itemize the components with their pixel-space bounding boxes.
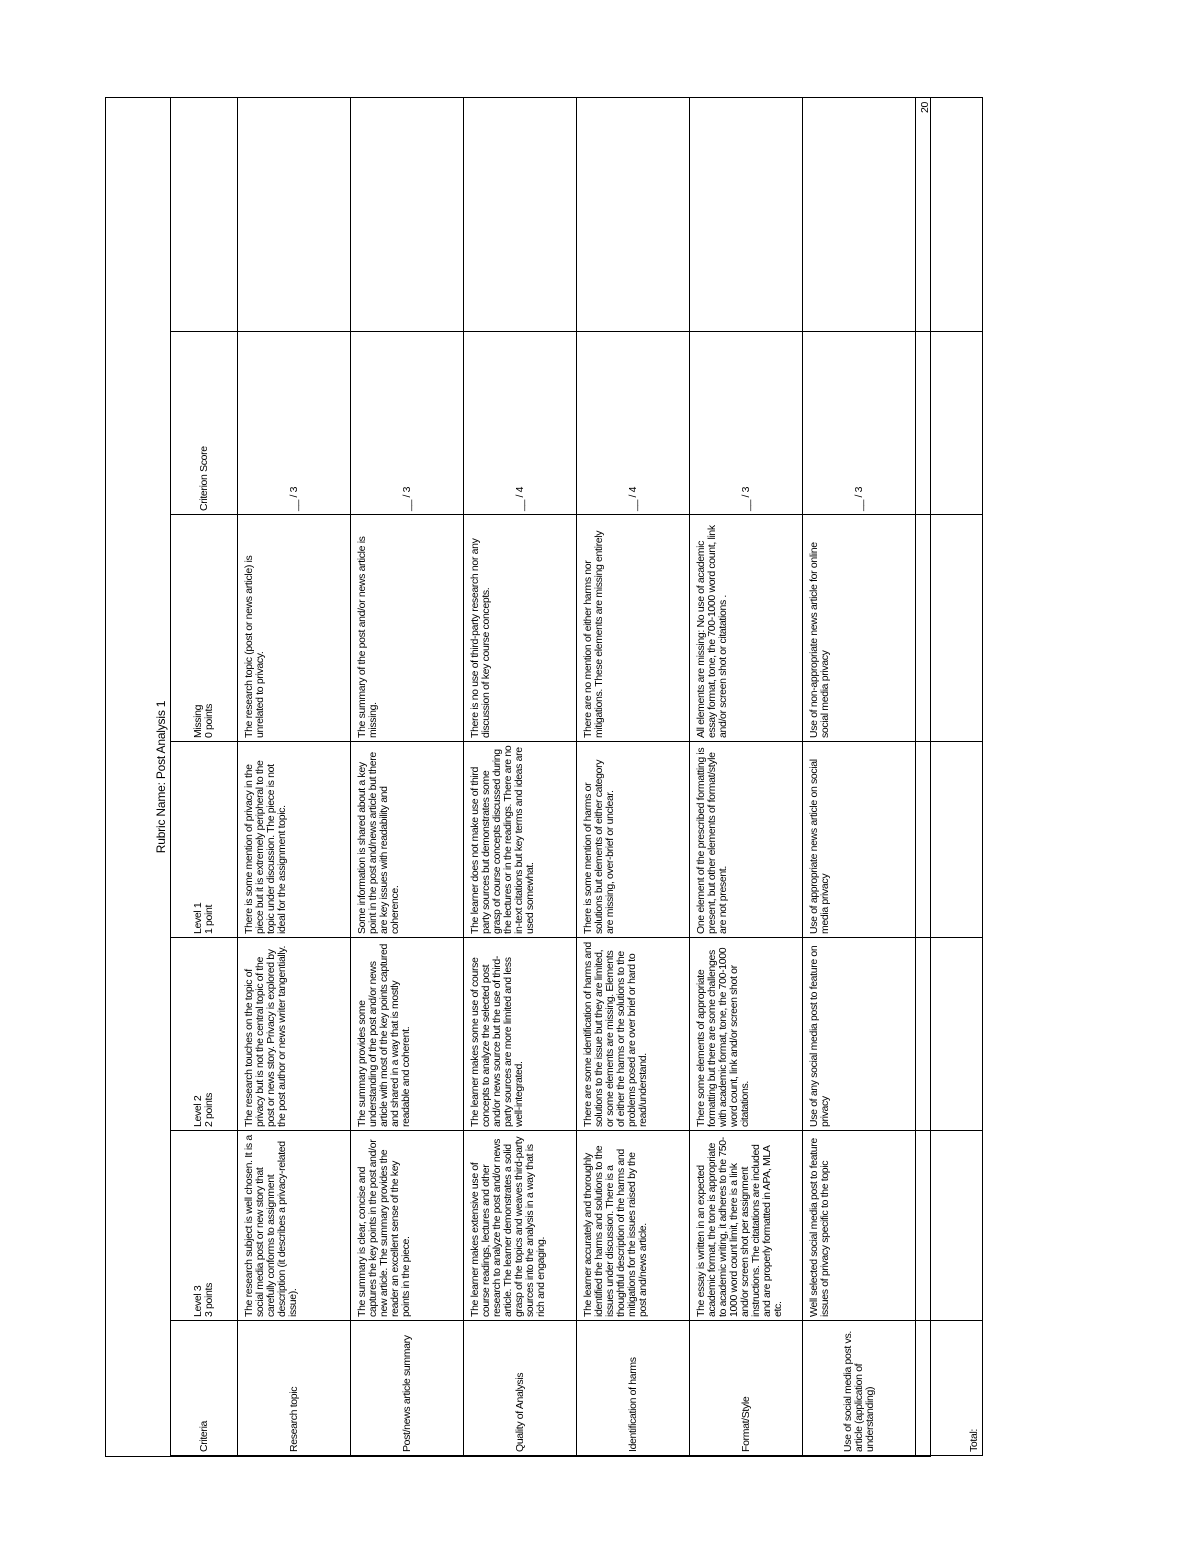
level1-cell: Use of appropriate news article on social media privacy bbox=[803, 742, 916, 938]
header-score: Criterion Score bbox=[171, 332, 238, 515]
score-cell: __ / 3 bbox=[351, 332, 464, 515]
total-label: Total: bbox=[916, 1321, 983, 1456]
total-empty-cell bbox=[916, 1131, 983, 1321]
spacer-cell bbox=[351, 98, 464, 332]
table-row bbox=[464, 98, 577, 1456]
header-level2-name: Level 2 bbox=[192, 1095, 204, 1127]
header-level3 bbox=[171, 1131, 238, 1321]
table-row bbox=[803, 98, 916, 1456]
header-level1-name: Level 1 bbox=[192, 902, 204, 934]
missing-cell: Use of non-appropriate news article for online social media privacy bbox=[803, 515, 916, 742]
level3-cell: The research subject is well chosen. It is a social media post or new story that carefully conforms to assignment description (it describes a privacy-related issue). bbox=[238, 1131, 351, 1321]
header-level2-points: 2 points bbox=[203, 1093, 215, 1127]
header-missing bbox=[171, 515, 238, 742]
missing-cell: There are no mention of either harms nor mitigations. These elements are missing entirely bbox=[577, 515, 690, 742]
total-row bbox=[916, 98, 983, 1456]
level2-cell: The summary provides some understanding of the post and/or news article with most of the key points captured and shared in a way that is mostly readable and coherent. bbox=[351, 938, 464, 1131]
rubric-page bbox=[105, 97, 980, 1457]
spacer-cell bbox=[690, 98, 803, 332]
spacer-cell bbox=[238, 98, 351, 332]
missing-cell: There is no use of third-party research nor any discussion of key course concepts. bbox=[464, 515, 577, 742]
criterion-cell: Use of social media post vs. article (application of understanding) bbox=[803, 1321, 916, 1456]
level3-cell: The essay is written in an expected academic format, the tone is appropriate to academic writing, it adheres to the 750-1000 word count limit, there is a link and/or screen shot per assignment instructions. The citatations are included and are properly formatted in APA, MLA etc. bbox=[690, 1131, 803, 1321]
criterion-cell: Identification of harms bbox=[577, 1321, 690, 1456]
level1-cell: The learner does not make use of third party sources but demonstrates some grasp of course concepts discussed during the lectures or in the readings. There are no in-text citations but key terms and ideas are used somewhat. bbox=[464, 742, 577, 938]
score-cell: __ / 4 bbox=[464, 332, 577, 515]
header-missing-points: 0 points bbox=[203, 704, 215, 738]
level1-cell: Some information is shared about a key point in the post and/news article but there are key issues with readability and coherence. bbox=[351, 742, 464, 938]
level3-cell: Well selected social media post to feature issues of privacy specific to the topic bbox=[803, 1131, 916, 1321]
header-level3-points: 3 points bbox=[203, 1283, 215, 1317]
header-level1 bbox=[171, 742, 238, 938]
rubric-table bbox=[170, 97, 983, 1456]
level3-cell: The summary is clear, concise and captures the key points in the post and/or new article. The summary provides the reader an excellent sense of the key points in the piece. bbox=[351, 1131, 464, 1321]
spacer-cell bbox=[803, 98, 916, 332]
total-empty-cell bbox=[916, 515, 983, 742]
total-empty-cell bbox=[916, 742, 983, 938]
criterion-cell: Post/news article summary bbox=[351, 1321, 464, 1456]
total-empty-cell bbox=[916, 332, 983, 515]
level2-cell: Use of any social media post to feature on privacy bbox=[803, 938, 916, 1131]
total-value: 20 bbox=[916, 98, 983, 332]
level1-cell: There is some mention of harms or solutions but elements of either category are missing, over-brief or unclear. bbox=[577, 742, 690, 938]
score-cell: __ / 3 bbox=[690, 332, 803, 515]
header-row bbox=[171, 98, 238, 1456]
criterion-cell: Quality of Analysis bbox=[464, 1321, 577, 1456]
spacer-cell bbox=[577, 98, 690, 332]
header-level2 bbox=[171, 938, 238, 1131]
score-cell: __ / 4 bbox=[577, 332, 690, 515]
level1-cell: There is some mention of privacy in the piece but it is extremely peripheral to the topic under discussion. The piece is not ideal for the assignment topic. bbox=[238, 742, 351, 938]
table-row bbox=[351, 98, 464, 1456]
rotated-content bbox=[106, 98, 980, 1456]
header-level1-points: 1 point bbox=[203, 904, 215, 934]
criterion-cell: Format/Style bbox=[690, 1321, 803, 1456]
criterion-cell: Research topic bbox=[238, 1321, 351, 1456]
total-empty-cell bbox=[916, 938, 983, 1131]
header-missing-name: Missing bbox=[192, 704, 204, 738]
missing-cell: The research topic (post or news article) is unrelated to privacy. bbox=[238, 515, 351, 742]
table-row bbox=[577, 98, 690, 1456]
level2-cell: There some elements of appropriate formatting but there are some challenges with academic format, tone, the 700-1000 word count, link and/or screen shot or citatations. bbox=[690, 938, 803, 1131]
level1-cell: One element of the prescribed formatting is present, but other elements of format/style are not present. bbox=[690, 742, 803, 938]
score-cell: __ / 3 bbox=[238, 332, 351, 515]
level3-cell: The learner accurately and thoroughly identified the harms and solutions to the issues under discussion. There is a thoughtful description of the harms and mitigations for the issues raised by the post and/news article. bbox=[577, 1131, 690, 1321]
spacer-cell bbox=[464, 98, 577, 332]
rubric-title: Rubric Name: Post Analysis 1 bbox=[154, 700, 168, 854]
level2-cell: The research touches on the topic of privacy but is not the central topic of the post or news story. Privacy is explored by the post author or news writer tangentially. bbox=[238, 938, 351, 1131]
header-level3-name: Level 3 bbox=[192, 1285, 204, 1317]
header-criteria: Criteria bbox=[171, 1321, 238, 1456]
level3-cell: The learner makes extensive use of course readings, lectures and other research to analyze the post and/or news article. The learner demonstrates a solid grasp of the topics and weaves third-party sources into the analysis in a way that is rich and engaging. bbox=[464, 1131, 577, 1321]
header-spacer bbox=[171, 98, 238, 332]
level2-cell: The learner makes some use of course concepts to analyze the selected post and/or news source but the use of third-party sources are more limited and less well-integrated. bbox=[464, 938, 577, 1131]
score-cell: __ / 3 bbox=[803, 332, 916, 515]
level2-cell: There are some identification of harms and solutions to the issue but they are limited, or some elements are missing. Elements of either the harms or the solutions to the problems posed are over brief or hard to read/understand. bbox=[577, 938, 690, 1131]
table-row bbox=[238, 98, 351, 1456]
missing-cell: The summary of the post and/or news article is missing. bbox=[351, 515, 464, 742]
missing-cell: All elements are missing: No use of academic essay format, tone, the 700-1000 word count, link and/or screen shot or citatations . bbox=[690, 515, 803, 742]
table-row bbox=[690, 98, 803, 1456]
